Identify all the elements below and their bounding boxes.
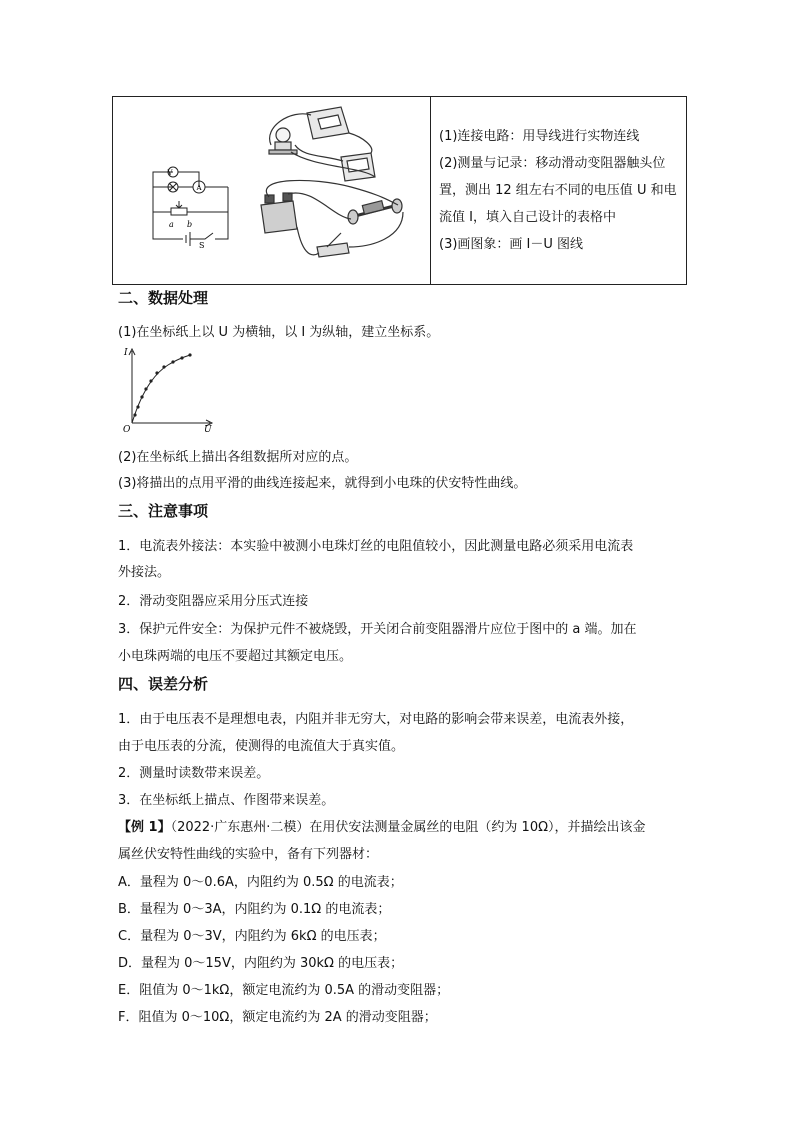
error-line-1: 1．由于电压表不是理想电表，内阻并非无穷大，对电路的影响会带来误差，电流表外接， <box>118 712 634 727</box>
heading-error-analysis: 四、误差分析 <box>118 675 209 693</box>
graph-y-label: I <box>124 348 128 358</box>
error-line-4: 3．在坐标纸上描点、作图带来误差。 <box>118 793 335 808</box>
switch-label: S <box>199 241 205 250</box>
notes-line-2: 外接法。 <box>118 565 171 580</box>
data-processing-p1: (1)在坐标纸上以 U 为横轴，以 I 为纵轴，建立坐标系。 <box>118 325 440 340</box>
option-e: E．阻值为 0～1kΩ，额定电流约为 0.5A 的滑动变阻器； <box>118 983 450 998</box>
option-d: D．量程为 0～15V，内阻约为 30kΩ 的电压表； <box>118 956 404 971</box>
step-2-cont2: 流值 I，填入自己设计的表格中 <box>439 210 616 225</box>
notes-line-4: 3．保护元件安全：为保护元件不被烧毁，开关闭合前变阻器滑片应位于图中的 a 端。加在 <box>118 622 637 637</box>
option-f: F．阻值为 0～10Ω，额定电流约为 2A 的滑动变阻器； <box>118 1010 437 1025</box>
circuit-figure-cell <box>113 97 431 284</box>
step-2-cont: 置，测出 12 组左右不同的电压值 U 和电 <box>439 183 677 198</box>
error-line-3: 2．测量时读数带来误差。 <box>118 766 270 781</box>
procedure-steps <box>431 97 686 284</box>
graph-origin: O <box>123 425 131 433</box>
circuit-diagram <box>113 97 430 286</box>
option-c: C．量程为 0～3V，内阻约为 6kΩ 的电压表； <box>118 929 386 944</box>
example-line-1: （2022·广东惠州·二模）在用伏安法测量金属丝的电阻（约为 10Ω），并描绘出该金 <box>170 820 646 835</box>
example-intro <box>118 816 646 835</box>
iu-curve-graph <box>118 345 218 433</box>
step-3: (3)画图象：画 I－U 图线 <box>439 237 584 252</box>
voltmeter-label: V <box>167 169 173 177</box>
error-line-2: 由于电压表的分流，使测得的电流值大于真实值。 <box>118 739 405 754</box>
step-1: (1)连接电路：用导线进行实物连线 <box>439 129 640 144</box>
example-tag: 【例 1】 <box>118 820 171 835</box>
heading-notes: 三、注意事项 <box>118 502 209 520</box>
example-line-2: 属丝伏安特性曲线的实验中，备有下列器材： <box>118 847 379 862</box>
data-processing-p2: (2)在坐标纸上描出各组数据所对应的点。 <box>118 450 358 465</box>
graph-x-label: U <box>204 425 212 433</box>
apparatus-illustration <box>261 107 403 257</box>
option-a: A．量程为 0～0.6A，内阻约为 0.5Ω 的电流表； <box>118 875 403 890</box>
notes-line-3: 2．滑动变阻器应采用分压式连接 <box>118 594 309 609</box>
experiment-table <box>112 96 687 285</box>
option-b: B．量程为 0～3A，内阻约为 0.1Ω 的电流表； <box>118 902 391 917</box>
ammeter-label: A <box>196 184 202 192</box>
rheostat-end-b: b <box>187 220 193 229</box>
heading-data-processing: 二、数据处理 <box>118 289 209 307</box>
notes-line-1: 1．电流表外接法：本实验中被测小电珠灯丝的电阻值较小，因此测量电路必须采用电流表 <box>118 539 634 554</box>
data-processing-p3: (3)将描出的点用平滑的曲线连接起来，就得到小电珠的伏安特性曲线。 <box>118 476 527 491</box>
notes-line-5: 小电珠两端的电压不要超过其额定电压。 <box>118 649 353 664</box>
rheostat-end-a: a <box>169 220 174 229</box>
step-2: (2)测量与记录：移动滑动变阻器触头位 <box>439 156 666 171</box>
